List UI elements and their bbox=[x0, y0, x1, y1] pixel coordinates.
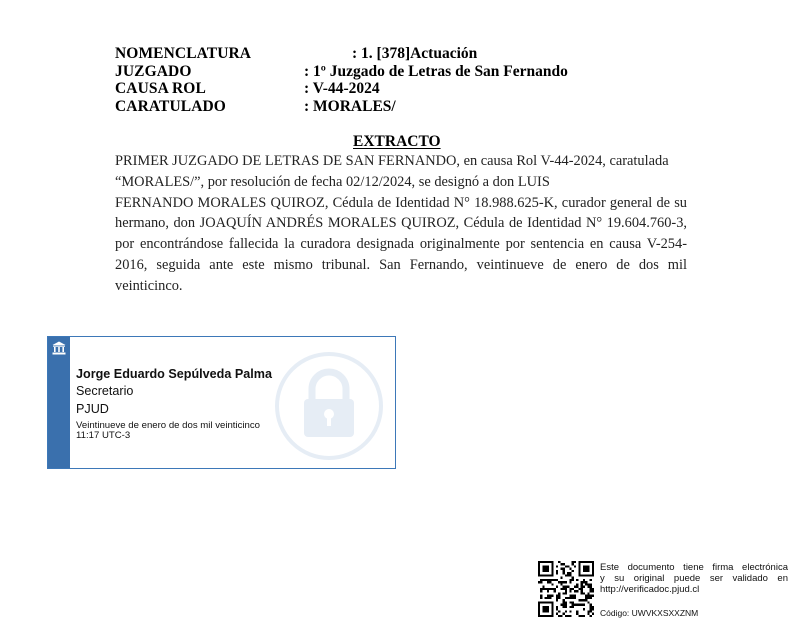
signature-timestamp bbox=[76, 421, 260, 441]
courthouse-icon bbox=[52, 341, 66, 360]
signature-time: 11:17 UTC-3 bbox=[76, 430, 131, 441]
verification-url[interactable]: http://verificadoc.pjud.cl bbox=[600, 584, 700, 595]
header-value: : MORALES/ bbox=[304, 97, 396, 115]
signer-organization: PJUD bbox=[76, 402, 109, 416]
signature-date: Veintinueve de enero de dos mil veinticinco bbox=[76, 420, 260, 431]
signer-role: Secretario bbox=[76, 384, 134, 398]
verification-line-2: y su original puede ser validado en bbox=[600, 573, 788, 584]
header-value: : V-44-2024 bbox=[304, 80, 380, 97]
verification-note bbox=[600, 562, 788, 595]
header-value: : 1º Juzgado de Letras de San Fernando bbox=[304, 62, 568, 80]
extracto-title: EXTRACTO bbox=[353, 133, 441, 150]
extracto-body bbox=[115, 151, 687, 297]
lock-icon bbox=[274, 351, 384, 466]
signer-name: Jorge Eduardo Sepúlveda Palma bbox=[76, 367, 272, 381]
verification-line-1: Este documento tiene firma electrónica bbox=[600, 562, 788, 573]
qr-code bbox=[538, 561, 594, 622]
signature-sidebar bbox=[48, 337, 70, 468]
extracto-paragraph-2: FERNANDO MORALES QUIROZ, Cédula de Identidad N° 18.988.625-K, curador general de su hermano, don JOAQUÍN ANDRÉS MORALES QUIROZ, Cédula de Identidad N° 19.604.760-3, por encontrándose fallecida la curadora designada originalmente por sentencia en causa V-254-2016, seguida ante este mismo tribunal. San Fernando, veintinueve de enero de dos mil veinticinco. bbox=[115, 194, 687, 294]
header-label: CARATULADO bbox=[115, 97, 226, 115]
verification-code: Código: UWVKXSXXZNM bbox=[600, 608, 699, 618]
extracto-paragraph-1: PRIMER JUZGADO DE LETRAS DE SAN FERNANDO, en causa Rol V-44-2024, caratulada “MORALES/”, por resolución de fecha 02/12/2024, se designó a don LUIS bbox=[115, 153, 669, 190]
header-label: CAUSA ROL bbox=[115, 80, 206, 97]
signature-box bbox=[47, 336, 396, 469]
header-label: NOMENCLATURA bbox=[115, 45, 252, 62]
header-value: : 1. [378]Actuación bbox=[352, 45, 478, 62]
header-label: JUZGADO bbox=[115, 62, 192, 80]
